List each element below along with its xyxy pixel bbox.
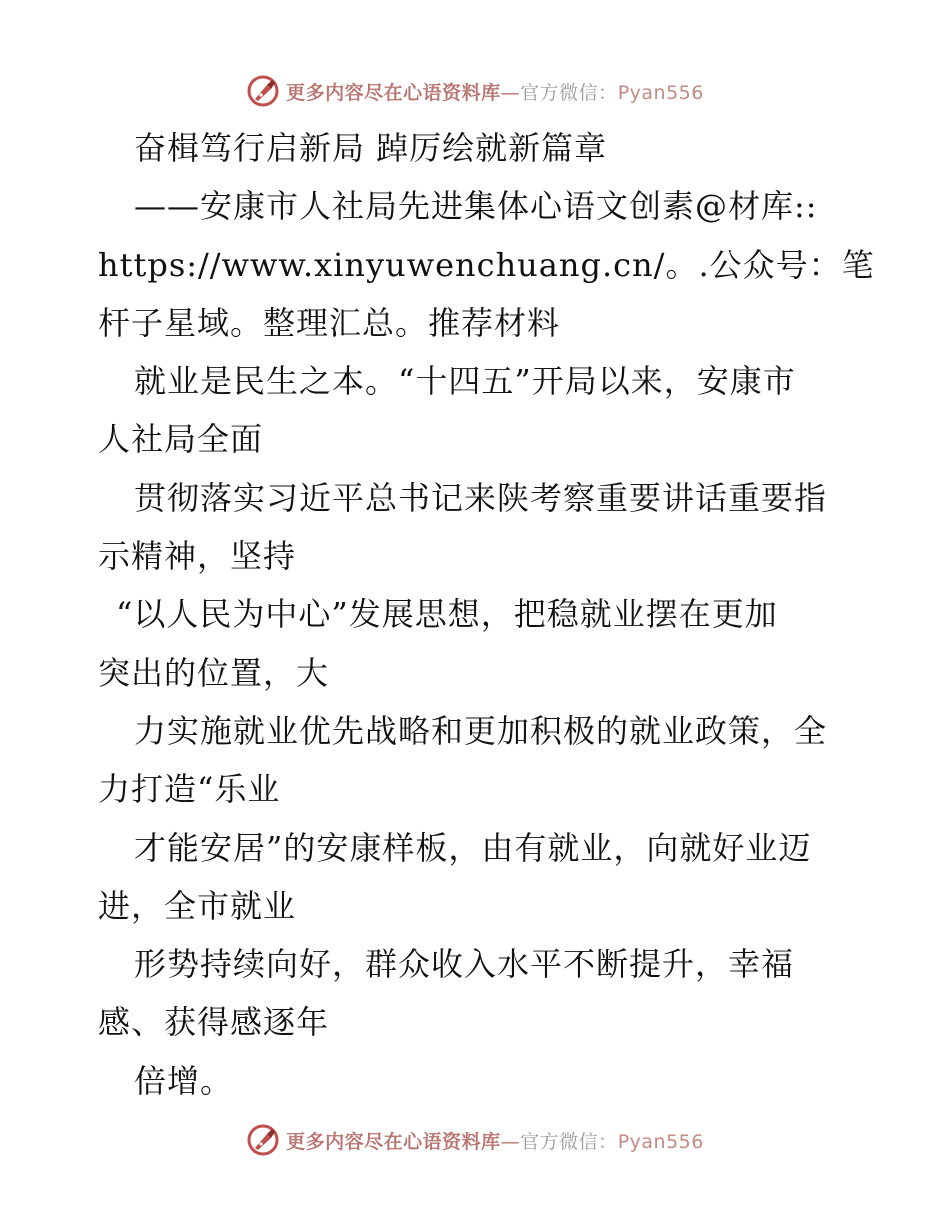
watermark-main-text: 更多内容尽在心语资料库 — [286, 81, 501, 104]
paragraph-line: 才能安居”的安康样板，由有就业，向就好业迈 — [134, 828, 812, 867]
paragraph-line: 人社局全面 — [98, 420, 264, 459]
watermark-wechat-id: Pyan556 — [617, 81, 704, 104]
paragraph-line: 贯彻落实习近平总书记来陕考察重要讲话重要指 — [134, 478, 828, 517]
footer-watermark — [0, 1120, 950, 1160]
paragraph-line: 倍增。 — [134, 1061, 234, 1100]
paragraph-line: 形势持续向好，群众收入水平不断提升，幸福 — [134, 945, 795, 984]
document-subtitle-line: ——安康市人社局先进集体心语文创素@材库:: — [134, 187, 818, 226]
pen-nib-circle-logo-icon — [246, 1123, 280, 1157]
paragraph-line: 力打造“乐业 — [98, 770, 281, 809]
pen-nib-circle-logo-icon — [246, 74, 280, 108]
watermark-dash: — — [500, 81, 521, 104]
document-text-line: 杆子星域。整理汇总。推荐材料 — [98, 303, 561, 342]
watermark-wechat-id: Pyan556 — [617, 1130, 704, 1153]
paragraph-line: 突出的位置，大 — [98, 653, 330, 692]
watermark-main-text: 更多内容尽在心语资料库 — [286, 1130, 501, 1153]
header-watermark — [0, 71, 950, 111]
paragraph-line: 示精神，坚持 — [98, 537, 297, 576]
paragraph-line: 感、获得感逐年 — [98, 1003, 330, 1042]
document-text-line: https://www.xinyuwenchuang.cn/。.公众号：笔 — [98, 245, 875, 284]
paragraph-line: 进，全市就业 — [98, 886, 297, 925]
watermark-sub-text: 官方微信： — [520, 81, 618, 104]
watermark-dash: — — [500, 1130, 521, 1153]
paragraph-line: 就业是民生之本。“十四五”开局以来，安康市 — [134, 362, 796, 401]
paragraph-line: “以人民为中心”发展思想，把稳就业摆在更加 — [116, 595, 778, 634]
document-title: 奋楫笃行启新局 踔厉绘就新篇章 — [134, 129, 608, 167]
watermark-sub-text: 官方微信： — [520, 1130, 618, 1153]
paragraph-line: 力实施就业优先战略和更加积极的就业政策，全 — [134, 711, 828, 750]
document-body — [98, 119, 875, 1110]
